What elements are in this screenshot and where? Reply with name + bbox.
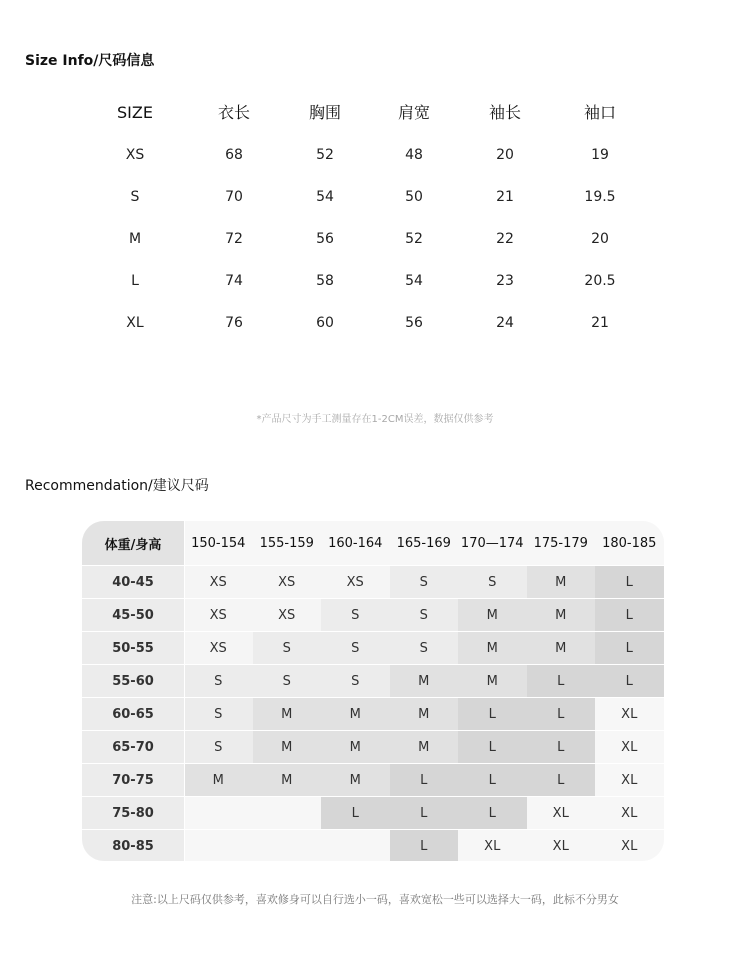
height-header: 150-154 [184,521,253,565]
recommendation-note: 注意:以上尺码仅供参考，喜欢修身可以自行选小一码，喜欢宽松一些可以选择大一码，此标不分男女 [131,893,619,906]
size-table-row [0,266,750,296]
weight-label: 80-85 [82,829,184,861]
size-cell-cuff: 19.5 [584,189,616,205]
size-recommendation-cell: M [253,697,322,730]
size-cell-length: 70 [225,189,243,205]
size-cell-shoulder: 52 [405,231,423,247]
size-cell-length: 72 [225,231,243,247]
size-recommendation-cell: M [253,763,322,796]
size-info-title: Size Info/尺码信息 [25,53,155,69]
size-cell-cuff: 20 [591,231,609,247]
size-recommendation-cell: XL [458,829,527,861]
size-recommendation-cell: M [527,565,596,598]
size-recommendation-cell: XL [527,829,596,861]
size-recommendation-cell: M [527,598,596,631]
size-recommendation-cell: L [595,631,664,664]
size-recommendation-cell: L [458,796,527,829]
size-recommendation-cell: M [390,664,459,697]
size-recommendation-cell: M [321,730,390,763]
height-header: 180-185 [595,521,664,565]
size-recommendation-cell: L [390,829,459,861]
size-recommendation-cell: L [390,796,459,829]
size-recommendation-cell: L [321,796,390,829]
size-recommendation-cell: M [458,598,527,631]
size-cell-size: XS [125,147,145,163]
size-recommendation-cell: S [184,730,253,763]
weight-label: 55-60 [82,664,184,697]
size-recommendation-cell: S [390,631,459,664]
size-recommendation-cell: XS [321,565,390,598]
size-column-header-size: SIZE [117,103,153,122]
size-recommendation-cell: L [595,565,664,598]
size-recommendation-cell: XS [184,565,253,598]
size-cell-sleeve: 22 [496,231,514,247]
size-column-header-shoulder: 肩宽 [397,103,430,122]
size-recommendation-cell: S [458,565,527,598]
size-column-header-length: 衣长 [217,103,250,122]
size-recommendation-cell: L [527,697,596,730]
size-recommendation-cell: XL [595,796,664,829]
size-recommendation-cell: XS [253,565,322,598]
weight-label: 50-55 [82,631,184,664]
size-column-header-cuff: 袖口 [583,103,616,122]
weight-label: 70-75 [82,763,184,796]
size-recommendation-cell: S [321,598,390,631]
size-table-row [0,308,750,338]
size-recommendation-cell: L [527,664,596,697]
size-recommendation-cell: XL [595,730,664,763]
size-cell-size: S [130,189,140,205]
height-header: 160-164 [321,521,390,565]
size-table-header [0,98,750,128]
size-recommendation-cell: S [184,697,253,730]
size-cell-size: XL [126,315,144,331]
size-cell-shoulder: 50 [405,189,423,205]
size-recommendation-cell: XS [184,631,253,664]
weight-label: 40-45 [82,565,184,598]
size-cell-sleeve: 24 [496,315,514,331]
size-cell-chest: 60 [316,315,334,331]
size-recommendation-cell: S [321,664,390,697]
size-recommendation-cell: XL [595,763,664,796]
size-recommendation-cell: M [527,631,596,664]
size-recommendation-cell: XS [253,598,322,631]
size-recommendation-cell: L [595,598,664,631]
size-recommendation-cell: M [390,697,459,730]
size-recommendation-cell: L [458,697,527,730]
size-cell-shoulder: 56 [405,315,423,331]
size-cell-cuff: 21 [591,315,609,331]
weight-label: 45-50 [82,598,184,631]
size-cell-chest: 56 [316,231,334,247]
size-cell-size: M [128,231,142,247]
size-recommendation-cell: M [458,664,527,697]
size-recommendation-cell: S [390,565,459,598]
size-cell-length: 74 [225,273,243,289]
size-recommendation-cell: XL [595,697,664,730]
height-header: 170—174 [458,521,527,565]
size-column-header-sleeve: 袖长 [488,103,521,122]
size-cell-sleeve: 21 [496,189,514,205]
height-header: 165-169 [390,521,459,565]
size-recommendation-cell [321,829,390,861]
size-recommendation-cell: L [527,730,596,763]
corner-label: 体重/身高 [82,521,184,565]
size-cell-cuff: 20.5 [584,273,616,289]
column-divider [184,521,185,861]
size-recommendation-cell [184,829,253,861]
size-recommendation-cell: S [253,664,322,697]
size-cell-sleeve: 20 [496,147,514,163]
size-cell-shoulder: 54 [405,273,423,289]
size-recommendation-cell: M [184,763,253,796]
size-cell-sleeve: 23 [496,273,514,289]
size-cell-chest: 54 [316,189,334,205]
size-recommendation-cell: S [390,598,459,631]
size-recommendation-cell: XL [527,796,596,829]
size-cell-size: L [131,273,139,289]
size-recommendation-cell: S [253,631,322,664]
size-cell-shoulder: 48 [405,147,423,163]
size-recommendation-cell: L [458,763,527,796]
size-table-row [0,224,750,254]
size-recommendation-cell: L [458,730,527,763]
size-cell-length: 76 [225,315,243,331]
recommendation-title: Recommendation/建议尺码 [25,478,209,494]
height-header: 175-179 [527,521,596,565]
size-recommendation-cell: M [253,730,322,763]
size-recommendation-cell: M [390,730,459,763]
size-recommendation-cell [184,796,253,829]
weight-label: 65-70 [82,730,184,763]
size-recommendation-cell: S [184,664,253,697]
size-recommendation-cell [253,796,322,829]
size-cell-chest: 52 [316,147,334,163]
size-column-header-chest: 胸围 [308,103,341,122]
weight-label: 60-65 [82,697,184,730]
size-recommendation-cell: M [321,763,390,796]
size-table-row [0,140,750,170]
size-cell-chest: 58 [316,273,334,289]
size-recommendation-cell: L [390,763,459,796]
size-recommendation-cell: M [458,631,527,664]
size-cell-length: 68 [225,147,243,163]
size-recommendation-cell: S [321,631,390,664]
size-table-row [0,182,750,212]
size-recommendation-cell: L [527,763,596,796]
size-recommendation-cell: XL [595,829,664,861]
size-recommendation-cell: M [321,697,390,730]
size-note: *产品尺寸为手工测量存在1-2CM误差，数据仅供参考 [256,414,494,425]
size-recommendation-cell [253,829,322,861]
height-header: 155-159 [253,521,322,565]
weight-label: 75-80 [82,796,184,829]
recommendation-table [82,521,664,861]
size-recommendation-cell: L [595,664,664,697]
size-recommendation-cell: XS [184,598,253,631]
size-cell-cuff: 19 [591,147,609,163]
